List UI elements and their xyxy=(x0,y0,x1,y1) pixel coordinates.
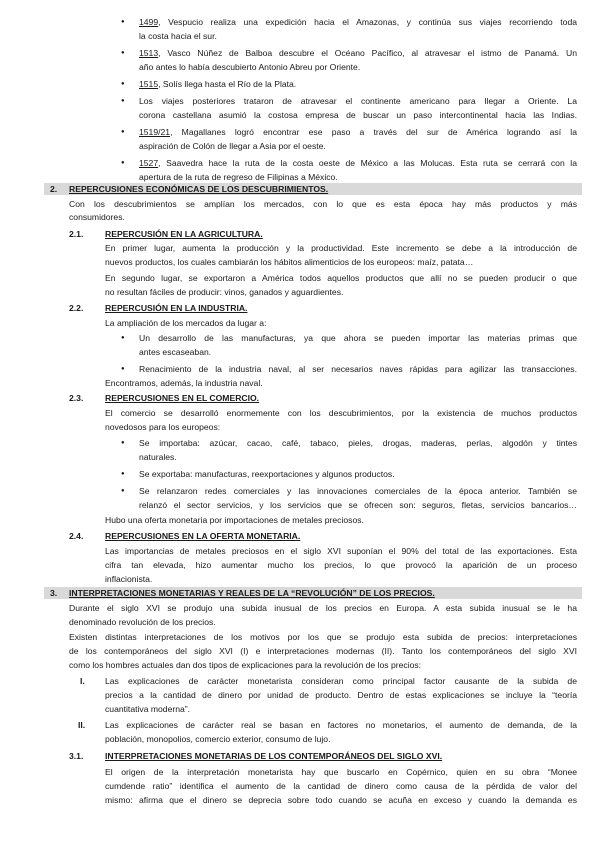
subsection-number: 3.1. xyxy=(69,751,84,761)
paragraph-line xyxy=(105,242,577,254)
bullet-item-continuation xyxy=(139,30,577,42)
section-title: INTERPRETACIONES MONETARIAS Y REALES DE LA “REVOLUCIÓN” DE LOS PRECIOS. xyxy=(69,588,435,598)
line-text: novedosos para los europeos: xyxy=(105,422,221,432)
line-text: aspiración de Colón de llegar a Asia por el oeste. xyxy=(139,141,326,151)
line-text: Encontramos, además, la industria naval. xyxy=(105,378,263,388)
line-text: de los contemporáneos del siglo XVI (I) e interpretaciones modernas (II). Tanto los contemporáneos del siglo XVI xyxy=(69,646,577,656)
paragraph-line xyxy=(69,631,577,643)
bullet-item-continuation xyxy=(139,140,577,152)
bullet-item-continuation xyxy=(139,346,577,358)
paragraph-line xyxy=(105,766,577,778)
paragraph-line xyxy=(69,659,577,671)
subsection-number: 2.4. xyxy=(69,531,84,541)
paragraph-line xyxy=(105,377,577,389)
subsection-number: 2.1. xyxy=(69,229,84,239)
paragraph-line xyxy=(105,689,577,701)
bullet-item-continuation xyxy=(139,171,577,183)
line-text: Se importaba: azúcar, cacao, café, tabaco, pieles, drogas, maderas, perlas, algodón y tintes xyxy=(139,438,577,448)
bullet-icon: ● xyxy=(121,366,125,372)
paragraph-line xyxy=(105,407,577,419)
paragraph-line xyxy=(105,514,577,526)
line-text: cuantitativa moderna”. xyxy=(105,704,191,714)
bullet-icon: ● xyxy=(121,335,125,341)
subsection-number: 2.2. xyxy=(69,303,84,313)
line-text: Los viajes posteriores trataron de atravesar el continente americano para llegar a Oriente. La xyxy=(139,96,577,106)
line-text: cumdende ratio” identifica el aumento de la cantidad de dinero como causa de la pérdida de valor del xyxy=(105,781,577,791)
year-label: 1519/21 xyxy=(139,127,171,137)
line-text: mismo: afirma que el dinero se deprecia sobre todo cuando se acuña en exceso y cuando la demanda es xyxy=(105,795,577,805)
bullet-item-continuation xyxy=(139,109,577,121)
bullet-item-text xyxy=(139,126,577,138)
bullet-item-text xyxy=(139,468,577,480)
bullet-item-text xyxy=(139,485,577,497)
line-text: Existen distintas interpretaciones de los motivos por los que se produjo esta subida de precios: interpretaciones xyxy=(69,632,577,642)
line-text: Las importancias de metales preciosos en el siglo XVI suponían el 90% del total de las exportaciones. Esta xyxy=(105,546,577,556)
paragraph-line xyxy=(105,780,577,792)
line-text: Hubo una oferta monetaria por importaciones de metales preciosos. xyxy=(105,515,364,525)
year-label: 1527 xyxy=(139,158,159,168)
bullet-icon: ● xyxy=(121,129,125,135)
bullet-icon: ● xyxy=(121,19,125,25)
line-text: En segundo lugar, se exportaron a América todos aquellos productos que allí no se pueden producir o que xyxy=(105,273,577,283)
subsection-title: REPERCUSIONES EN EL COMERCIO. xyxy=(105,393,260,403)
line-text: cifra tan elevada, hizo aumentar mucho los precios, lo que provocó la aparición de un proceso xyxy=(105,560,577,570)
line-text: El comercio se desarrolló enormemente con los descubrimientos, por la existencia de muchos productos xyxy=(105,408,577,418)
line-text: Las explicaciones de carácter real se basan en factores no monetarios, el aumento de demanda, de la xyxy=(105,720,577,730)
line-text: inflacionista. xyxy=(105,574,153,584)
subsection-number: 2.3. xyxy=(69,393,84,403)
bullet-icon: ● xyxy=(121,471,125,477)
paragraph-line xyxy=(105,256,577,268)
line-text: no resultan fáciles de producir: vinos, ganados y aguardientes. xyxy=(105,287,344,297)
paragraph-line xyxy=(69,198,577,210)
line-text: población, monopolios, comercio exterior, consumo de lujo. xyxy=(105,734,331,744)
paragraph-line xyxy=(105,286,577,298)
line-text: , Solís llega hasta el Río de la Plata. xyxy=(158,79,297,89)
line-text: Con los descubrimientos se amplían los mercados, con lo que es esta época hay más productos y más xyxy=(69,199,577,209)
paragraph-line xyxy=(105,559,577,571)
line-text: , Vasco Núñez de Balboa descubre el Océano Pacífico, al atravesar el istmo de Panamá. Un xyxy=(158,48,577,58)
line-text: relanzó el sector servicios, y los servicios que se ofrecen son: seguros, fletas, servicios bancarios… xyxy=(139,500,577,510)
line-text: Un desarrollo de las manufacturas, ya que ahora se pueden importar las materias primas que xyxy=(139,333,577,343)
line-text: consumidores. xyxy=(69,212,125,222)
paragraph-line xyxy=(105,794,577,806)
subsection-title: INTERPRETACIONES MONETARIAS DE LOS CONTEMPORÁNEOS DEL SIGLO XVI. xyxy=(105,751,443,761)
line-text: , Vespucio realiza una expedición hacia el Amazonas, y continúa sus viajes recorriendo toda xyxy=(158,17,577,27)
paragraph-line xyxy=(105,545,577,557)
bullet-item-text xyxy=(139,437,577,449)
line-text: Durante el siglo XVI se produjo una subida inusual de los precios en Europa. A esta subida inusual se le ha xyxy=(69,603,577,613)
paragraph-line xyxy=(105,675,577,687)
line-text: Las explicaciones de carácter monetarista consideran como principal factor causante de la subida de xyxy=(105,676,577,686)
line-text: corona castellana asumió la costosa empresa de buscar un paso intercontinental hacia las Indias. xyxy=(139,110,577,120)
bullet-item-continuation xyxy=(139,61,577,73)
bullet-item-text xyxy=(139,16,577,28)
bullet-item-continuation xyxy=(139,499,577,511)
subsection-title: REPERCUSIONES EN LA OFERTA MONETARIA. xyxy=(105,531,301,541)
line-text: denominado revolución de los precios. xyxy=(69,617,216,627)
bullet-icon: ● xyxy=(121,50,125,56)
paragraph-line xyxy=(69,645,577,657)
line-text: El origen de la interpretación monetarista hay que buscarlo en Copérnico, quien en su obra “Monee xyxy=(105,767,577,777)
line-text: precios a la cantidad de dinero por unidad de producto. Dentro de estas explicaciones se incluye la “teoría xyxy=(105,690,577,700)
bullet-item-text xyxy=(139,78,577,90)
line-text: Se exportaba: manufacturas, reexportaciones y algunos productos. xyxy=(139,469,395,479)
bullet-item-text xyxy=(139,332,577,344)
line-text: año antes lo había descubierto Antonio Abreu por Oriente. xyxy=(139,62,361,72)
section-number: 2. xyxy=(50,184,58,194)
subsection-title: REPERCUSIÓN EN LA AGRICULTURA. xyxy=(105,229,263,239)
bullet-item-continuation xyxy=(139,451,577,463)
year-label: 1513 xyxy=(139,48,159,58)
paragraph-line xyxy=(105,719,577,731)
paragraph-line xyxy=(69,211,577,223)
paragraph-line xyxy=(105,733,577,745)
paragraph-line xyxy=(69,616,577,628)
year-label: 1515 xyxy=(139,79,159,89)
line-text: , Magallanes logró encontrar ese paso a través del sur de América logrando así la xyxy=(170,127,577,137)
line-text: Renacimiento de la industria naval, al ser necesarios naves rápidas para agilizar las transacciones. xyxy=(139,364,577,374)
line-text: La ampliación de los mercados da lugar a: xyxy=(105,318,267,328)
bullet-item-text xyxy=(139,95,577,107)
bullet-item-text xyxy=(139,47,577,59)
bullet-item-text xyxy=(139,157,577,169)
bullet-icon: ● xyxy=(121,98,125,104)
paragraph-line xyxy=(105,421,577,433)
bullet-item-text xyxy=(139,363,577,375)
bullet-icon: ● xyxy=(121,160,125,166)
line-text: apertura de la ruta de regreso de Filipinas a México. xyxy=(139,172,338,182)
bullet-icon: ● xyxy=(121,440,125,446)
paragraph-line xyxy=(105,703,577,715)
paragraph-line xyxy=(105,573,577,585)
year-label: 1499 xyxy=(139,17,159,27)
section-number: 3. xyxy=(50,588,58,598)
line-text: nuevos productos, los cuales cambiarán los hábitos alimenticios de los europeos: maíz, patata… xyxy=(105,257,474,267)
line-text: como los hombres actuales dan dos tipos de explicaciones para la revolución de los precios: xyxy=(69,660,422,670)
paragraph-line xyxy=(105,272,577,284)
paragraph-line xyxy=(69,602,577,614)
line-text: En primer lugar, aumenta la producción y la productividad. Este incremento se debe a la introducción de xyxy=(105,243,577,253)
section-title: REPERCUSIONES ECONÓMICAS DE LOS DESCUBRIMIENTOS. xyxy=(69,184,329,194)
line-text: Se relanzaron redes comerciales y las innovaciones comerciales de la época anterior. También se xyxy=(139,486,577,496)
paragraph-line xyxy=(105,317,577,329)
roman-numeral: II. xyxy=(78,720,86,730)
subsection-title: REPERCUSIÓN EN LA INDUSTRIA. xyxy=(105,303,248,313)
line-text: , Saavedra hace la ruta de la costa oeste de México a las Molucas. Esta ruta se cerrará con la xyxy=(158,158,577,168)
line-text: la costa hacia el sur. xyxy=(139,31,217,41)
roman-numeral: I. xyxy=(80,676,85,686)
line-text: naturales. xyxy=(139,452,177,462)
bullet-icon: ● xyxy=(121,81,125,87)
line-text: antes escaseaban. xyxy=(139,347,212,357)
bullet-icon: ● xyxy=(121,488,125,494)
